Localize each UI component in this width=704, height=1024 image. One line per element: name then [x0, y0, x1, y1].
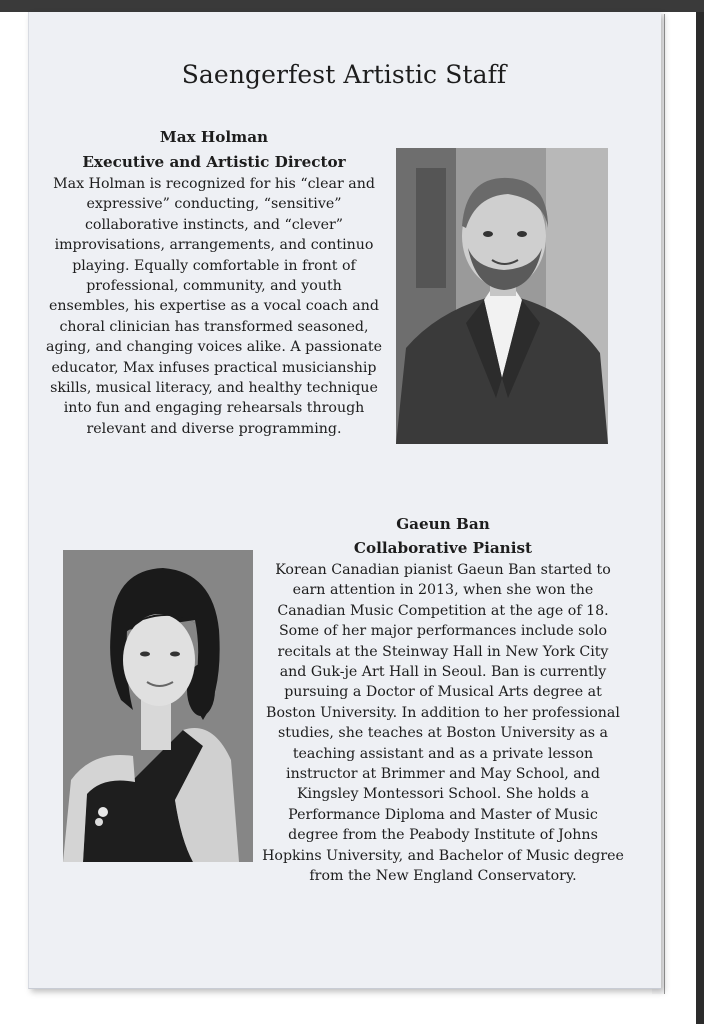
staff-name: Max Holman — [159, 128, 269, 146]
staff-name: Gaeun Ban — [396, 515, 490, 533]
staff-role: Executive and Artistic Director — [82, 153, 346, 171]
staff-bio-max-holman — [44, 124, 384, 439]
staff-role: Collaborative Pianist — [353, 539, 533, 557]
page-title: Saengerfest Artistic Staff — [181, 60, 507, 89]
scanner-background-top — [0, 0, 704, 12]
staff-bio-gaeun-ban — [262, 512, 624, 887]
gaeun-ban-photo — [63, 550, 253, 862]
scanner-background-right — [696, 12, 704, 1024]
max-holman-photo — [396, 148, 608, 444]
staff-bio-text: Max Holman is recognized for his “clear and expressive” conducting, “sensitive” collaborative instincts, and “clever” improvisations, arrangements, and continuo playing. Equally comfortable in front of professional, community, and youth ensembles, his expertise as a vocal coach and choral clinician has transformed seasoned, aging, and changing voices alike. A passionate educator, Max infuses practical musicianship skills, musical literacy, and healthy technique into fun and engaging rehearsals through relevant and diverse programming. — [46, 176, 382, 437]
staff-bio-text: Korean Canadian pianist Gaeun Ban started to earn attention in 2013, when she won the Canadian Music Competition at the age of 18. Some of her major performances include solo recitals at the Steinway Hall in New York City and Guk-je Art Hall in Seoul. Ban is currently pursuing a Doctor of Musical Arts degree at Boston University. In addition to her professional studies, she teaches at Boston University as a teaching assistant and as a private lesson instructor at Brimmer and May School, and Kingsley Montessori School. She holds a Performance Diploma and Master of Music degree from the Peabody Institute of Johns Hopkins University, and Bachelor of Music degree from the New England Conservatory. — [262, 562, 624, 885]
